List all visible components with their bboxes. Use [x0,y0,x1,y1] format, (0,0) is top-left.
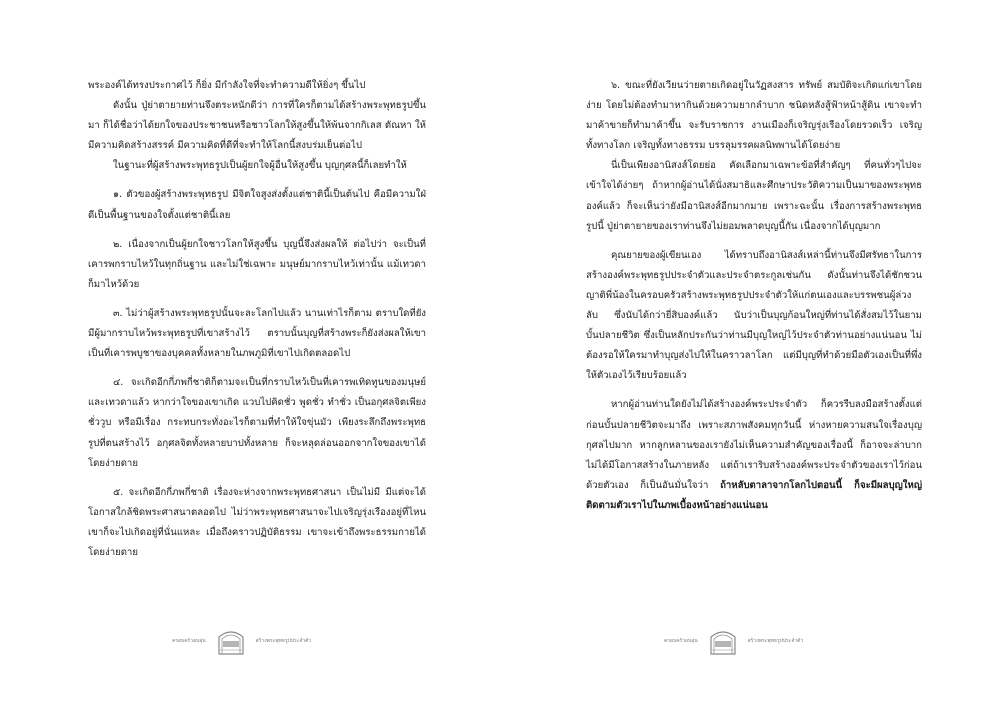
paragraph-body: หากผู้อ่านท่านใดยังไม่ได้สร้างองค์พระประจำตัว ก็ควรรีบลงมือสร้างตั้งแต่ก่อนบั้นปลายชีวิตจะมาถึง เพราะสภาพสังคมทุกวันนี้ ห่างหายความสนใจเรื่องบุญกุศลไปมาก หากลูกหลานของเรายังไม่เห็นความสำคัญของเรื่องนี้ ก็อาจจะล่าบาก ไม่ได้มีโอกาสสร้างในภายหลัง แต่ถ้าเราริบสร้างองค์พระประจำตัวของเราไว้ก่อนด้วยตัวเอง ก็เป็นอันมั่นใจว่า [586,399,922,491]
paragraph: พระองค์ได้ทรงประกาศไว้ ก็ยิ่ง มีกำลังใจที่จะทำความดีให้ยิ่งๆ ขึ้นไป [88,80,366,91]
footer-book-title: สร้างพระพุทธรูปประจำตัว [747,638,804,644]
numbered-paragraph-3: ๓. ไม่ว่าผู้สร้างพระพุทธรูปนั้นจะละโลกไปแล้ว นานเท่าไรก็ตาม ตราบใดที่ยังมีผู้มากราบไหว้พระพุทธรูปที่เขาสร้างไว้ ตราบนั้นบุญที่สร้างพระก็ยังส่งผลให้เขาเป็นที่เคารพบูชาของบุคคลทั้งหลายในภพภูมิที่เขาไปเกิดตลอดไป [88,307,426,360]
paragraph: ในฐานะที่ผู้สร้างพระพุทธรูปเป็นผู้ยกใจผู้อื่นให้สูงขึ้น บุญกุศลนี้ก็เลยทำให้ [112,160,407,172]
footer-series-title: ครอบครัวอบอุ่น [172,638,206,644]
footer-book-title: สร้างพระพุทธรูปประจำตัว [255,638,312,644]
footer-series-title: ครอบครัวอบอุ่น [664,638,698,644]
publisher-logo-icon [708,627,738,655]
right-page-footer [664,625,803,657]
numbered-paragraph-2: ๒. เนื่องจากเป็นผู้ยกใจชาวโลกให้สูงขึ้น บุญนี้จึงส่งผลให้ ต่อไปว่า จะเป็นที่เคารพกราบไหว้ในทุกถิ่นฐาน และไม่ใช่เฉพาะ มนุษย์มากราบไหว้เท่านั้น แม้เทวดาก็มาไหว้ด้วย [88,238,426,290]
paragraph: นี่เป็นเพียงอานิสงส์โดยย่อ คัดเลือกมาเฉพาะข้อที่สำคัญๆ ที่คนทั่วๆไปจะเข้าใจได้ง่ายๆ ถ้าหากผู้อ่านได้นั่งสมาธิและศึกษาประวัติความเป็นมาของพระพุทธองค์แล้ว ก็จะเห็นว่ายังมีอานิสงส์อีกมากมาย เพราะฉะนั้น เรื่องการสร้างพระพุทธรูปนี้ ปู่ย่าตายายของเราท่านจึงไม่ยอมพลาดบุญนี้กัน เนื่องจากได้บุญมาก [586,160,922,232]
numbered-paragraph-1: ๑. ตัวของผู้สร้างพระพุทธรูป มีจิตใจสูงส่งตั้งแต่ชาตินี้เป็นต้นไป คือมีความใฝ่ดีเป็นพื้นฐานของใจตั้งแต่ชาตินี้เลย [88,189,426,221]
publisher-logo-icon [216,627,246,655]
emphasis-text: ถ้าหลับตาลาจากโลกไปตอนนี้ ก็จะมีผลบุญใหญ่ติดตามตัวเราไปในภพเบื้องหน้าอย่างแน่นอน [586,479,922,511]
numbered-paragraph-5: ๕. จะเกิดอีกกี่ภพกี่ชาติ เรื่องจะห่างจากพระพุทธศาสนา เป็นไม่มี มีแต่จะได้โอกาสใกล้ชิดพระศาสนาตลอดไป ไม่ว่าพระพุทธศาสนาจะไปเจริญรุ่งเรืองอยู่ที่ไหน เขาก็จะไปเกิดอยู่ที่นั่นแหละ เมื่อถึงคราวปฏิบัติธรรม เขาจะเข้าถึงพระธรรมกายได้โดยง่ายดาย [88,486,426,558]
paragraph: คุณยายของผู้เขียนเอง ได้ทราบถึงอานิสงส์เหล่านี้ท่านจึงมีศรัทธาในการสร้างองค์พระพุทธรูปประจำตัวและประจำตระกูลเช่นกัน ดังนั้นท่านจึงได้ชักชวนญาติพี่น้องในครอบครัวสร้างพระพุทธรูปประจำตัวให้แก่ตนเองและบรรพชนผู้ล่วงลับ ซึ่งนับได้กว่ายี่สิบองค์แล้ว นับว่าเป็นบุญก้อนใหญ่ที่ท่านได้สั่งสมไว้ในยามบั้นปลายชีวิต ซึ่งเป็นหลักประกันว่าท่านมีบุญใหญ่ไว้ประจำตัวท่านอย่างแน่นอน ไม่ต้องรอให้ใครมาทำบุญส่งไปให้ในคราวลาโลก แต่มีบุญที่ทำด้วยมือตัวเองเป็นที่พึ่งให้ตัวเองไว้เรียบร้อยแล้ว [586,249,922,382]
right-page [500,0,1000,707]
left-page-footer [172,625,311,657]
right-page-text [586,76,922,516]
paragraph: ดังนั้น ปู่ย่าตายายท่านจึงตระหนักดีว่า การที่ใครก็ตามได้สร้างพระพุทธรูปขึ้นมา ก็ได้ชื่อว่าได้ยกใจของประชาชนหรือชาวโลกให้สูงขึ้นให้พ้นจากกิเลส ตัณหา ให้มีความคิดสร้างสรรค์ มีความคิดที่ดีที่จะทำให้โลกนี้สงบร่มเย็นต่อไป [88,100,426,152]
left-page-text [88,76,426,563]
paragraph-with-emphasis [586,395,922,516]
numbered-paragraph-6: ๖. ขณะที่ยังเวียนว่ายตายเกิดอยู่ในวัฏสงสาร ทรัพย์ สมบัติจะเกิดแก่เขาโดยง่าย โดยไม่ต้องทำมาหากินด้วยความยากลำบาก ชนิดหลังสู้ฟ้าหน้าสู้ดิน เขาจะทำมาค้าขายก็ทำมาค้าขึ้น จะรับราชการ งานเมืองก็เจริญรุ่งเรืองโดยรวดเร็ว เจริญ ทั้งทางโลก เจริญทั้งทางธรรม บรรลุมรรคผลนิพพานได้โดยง่าย [586,80,922,152]
numbered-paragraph-4: ๔. จะเกิดอีกกี่ภพกี่ชาติก็ตามจะเป็นที่กราบไหว้เป็นที่เคารพเทิดทูนของมนุษย์และเทวดาแล้ว หากว่าใจของเขาเกิด แวบไปคิดชั่ว พูดชั่ว ทำชั่ว เป็นอกุศลจิตเพียงชั่ววูบ หรือมีเรื่อง กระทบกระทั่งอะไรก็ตามที่ทำให้ใจขุ่นมัว เพียงระลึกถึงพระพุทธรูปที่ตนสร้างไว้ อกุศลจิตทั้งหลายบาปทั้งหลาย ก็จะหลุดล่อนออกจากใจของเขาได้โดยง่ายดาย [88,377,426,469]
